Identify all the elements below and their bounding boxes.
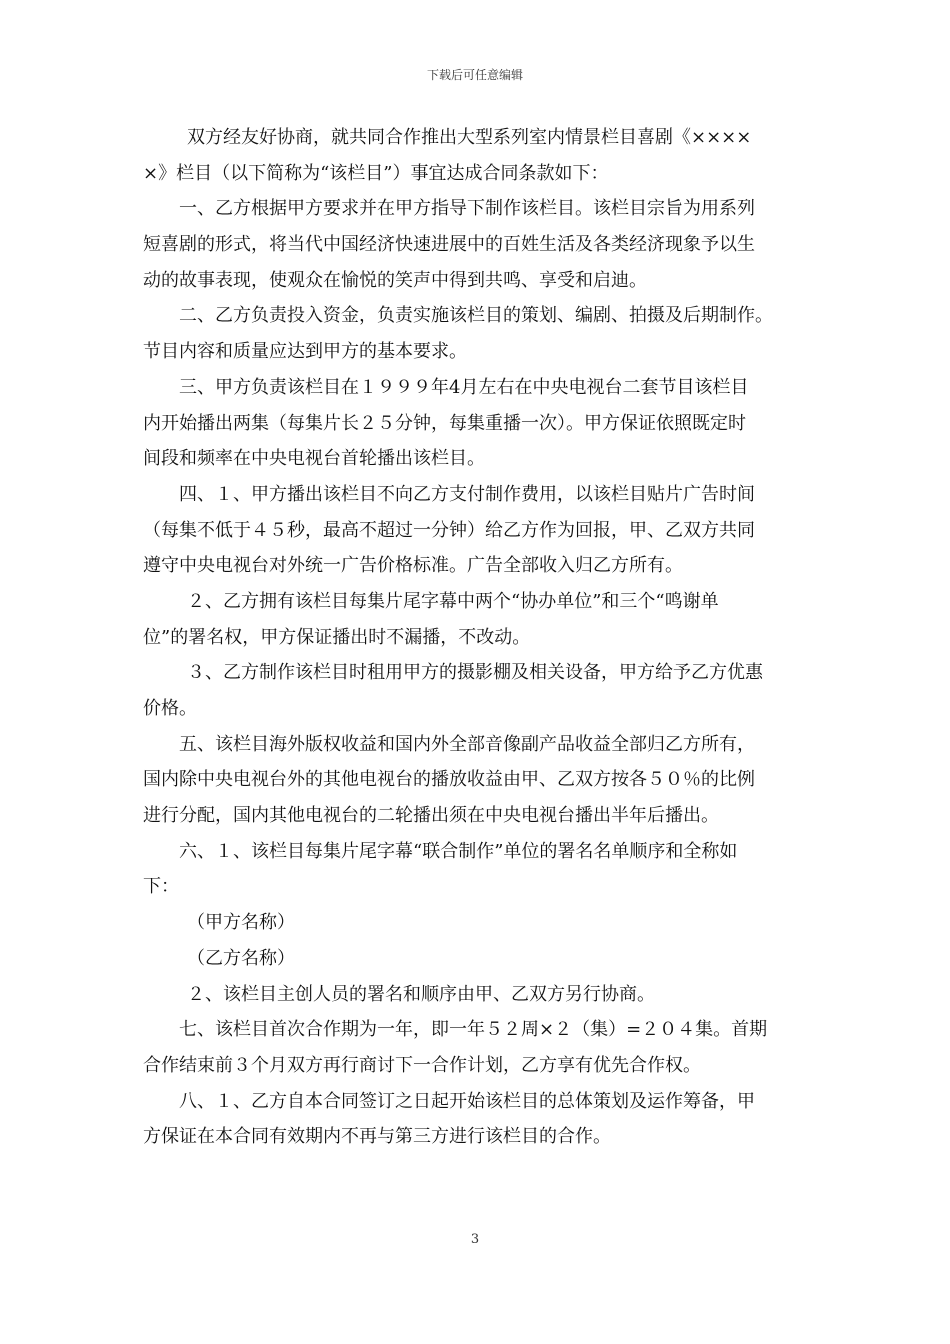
paragraph-line: 六、１、该栏目每集片尾字幕“联合制作”单位的署名名单顺序和全称如 <box>179 840 738 862</box>
paragraph-line: 三、甲方负责该栏目在１９９９年4月左右在中央电视台二套节目该栏目 <box>179 376 749 398</box>
paragraph-line: 七、该栏目首次合作期为一年，即一年５２周×２（集）=２０４集。首期 <box>179 1019 768 1041</box>
paragraph-line: 一、乙方根据甲方要求并在甲方指导下制作该栏目。该栏目宗旨为用系列 <box>179 198 755 220</box>
paragraph-line: 双方经友好协商，就共同合作推出大型系列室内情景栏目喜剧《×××× <box>187 127 752 148</box>
paragraph-line: ２、乙方拥有该栏目每集片尾字幕中两个“协办单位”和三个“鸣谢单 <box>187 590 719 612</box>
paragraph-line: ×》栏目（以下简称为“该栏目”）事宜达成合同条款如下： <box>143 162 609 184</box>
paragraph-line: 八、１、乙方自本合同签订之日起开始该栏目的总体策划及运作筹备，甲 <box>179 1090 755 1112</box>
paragraph-line: 合作结束前３个月双方再行商讨下一合作计划，乙方享有优先合作权。 <box>143 1054 701 1076</box>
paragraph-line: 间段和频率在中央电视台首轮播出该栏目。 <box>143 448 485 470</box>
paragraph-line: 动的故事表现，使观众在愉悦的笑声中得到共鸣、享受和启迪。 <box>143 269 647 291</box>
paragraph-line: 位”的署名权，甲方保证播出时不漏播，不改动。 <box>143 626 531 648</box>
paragraph-line: 价格。 <box>143 698 197 719</box>
paragraph-line: （每集不低于４５秒，最高不超过一分钟）给乙方作为回报，甲、乙双方共同 <box>143 519 755 541</box>
paragraph-line: 四、１、甲方播出该栏目不向乙方支付制作费用，以该栏目贴片广告时间 <box>179 483 755 505</box>
paragraph-line: 方保证在本合同有效期内不再与第三方进行该栏目的合作。 <box>143 1126 611 1148</box>
paragraph-line: 下： <box>143 876 179 898</box>
download-note: 下载后可任意编辑 <box>426 68 523 82</box>
paragraph-line: 二、乙方负责投入资金，负责实施该栏目的策划、编剧、拍摄及后期制作。 <box>179 305 773 327</box>
paragraph-line: 短喜剧的形式，将当代中国经济快速进展中的百姓生活及各类经济现象予以生 <box>143 234 755 256</box>
page-number: 3 <box>470 1232 480 1247</box>
paragraph-line: 节目内容和质量应达到甲方的基本要求。 <box>143 341 467 363</box>
party-a-name-placeholder: （甲方名称） <box>187 912 295 934</box>
paragraph-line: ３、乙方制作该栏目时租用甲方的摄影棚及相关设备，甲方给予乙方优惠 <box>187 662 763 684</box>
paragraph-line: 进行分配，国内其他电视台的二轮播出须在中央电视台播出半年后播出。 <box>143 805 719 827</box>
contract-body <box>143 120 811 1155</box>
paragraph-line: 五、该栏目海外版权收益和国内外全部音像副产品收益全部归乙方所有， <box>179 733 755 755</box>
paragraph-line: ２、该栏目主创人员的署名和顺序由甲、乙双方另行协商。 <box>187 983 655 1005</box>
paragraph-line: 国内除中央电视台外的其他电视台的播放收益由甲、乙双方按各５０％的比例 <box>143 769 755 791</box>
party-b-name-placeholder: （乙方名称） <box>187 947 295 969</box>
paragraph-line: 内开始播出两集（每集片长２５分钟，每集重播一次）。甲方保证依照既定时 <box>143 412 746 434</box>
paragraph-line: 遵守中央电视台对外统一广告价格标准。广告全部收入归乙方所有。 <box>143 555 683 577</box>
